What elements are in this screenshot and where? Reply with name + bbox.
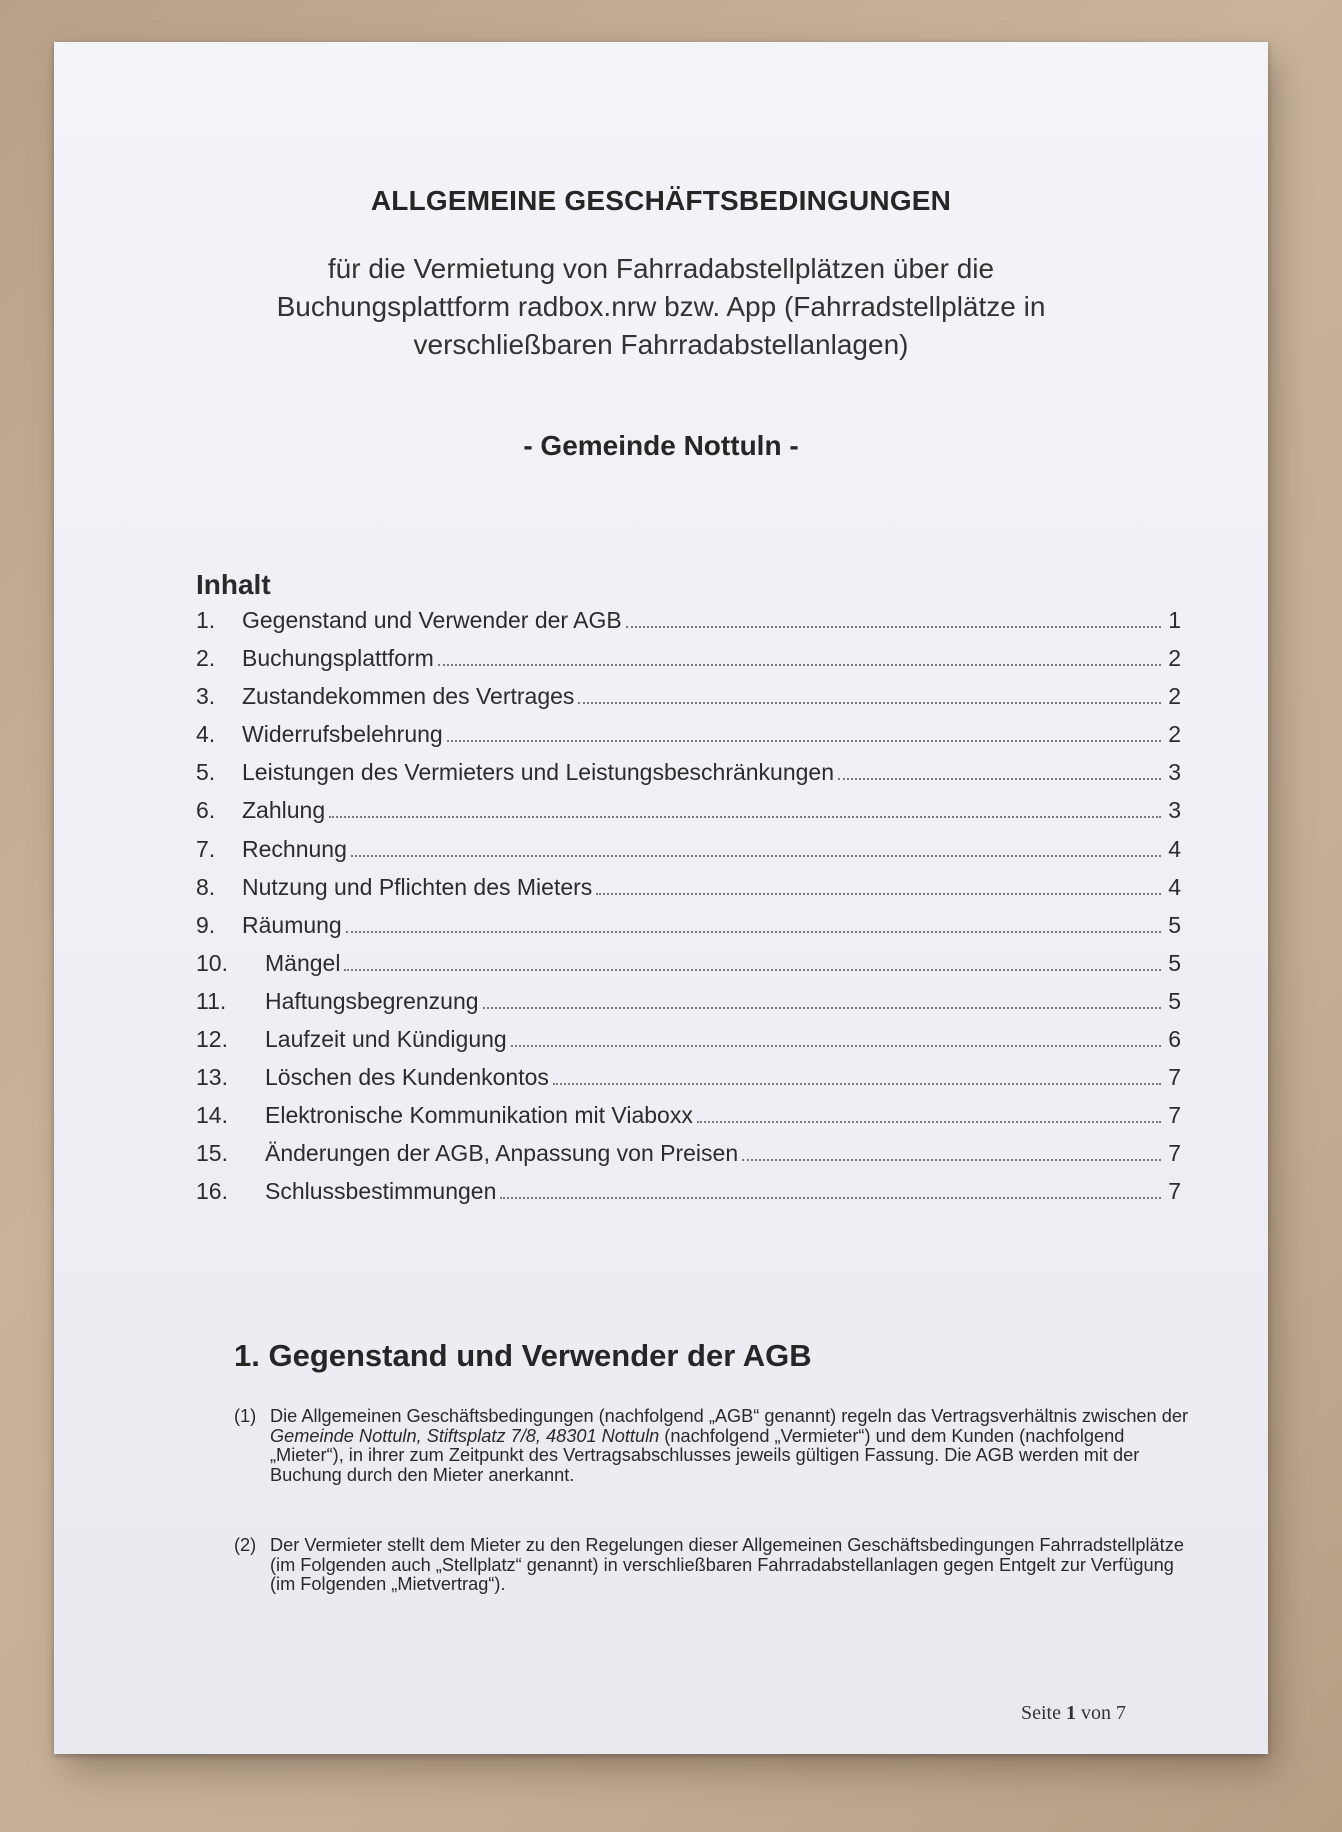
toc-title: Nutzung und Pflichten des Mieters bbox=[242, 873, 593, 900]
toc-entry[interactable] bbox=[196, 721, 1181, 759]
toc-page: 3 bbox=[1168, 759, 1181, 786]
toc-entry[interactable] bbox=[196, 988, 1181, 1026]
toc-title: Mängel bbox=[265, 949, 341, 976]
toc-entry[interactable] bbox=[196, 874, 1181, 912]
toc-leader bbox=[596, 892, 1161, 895]
toc-number: 16. bbox=[196, 1178, 228, 1205]
paragraph-1 bbox=[234, 1407, 1190, 1485]
toc-number: 7. bbox=[196, 835, 216, 862]
toc-number: 5. bbox=[196, 759, 216, 786]
landlord-address: Gemeinde Nottuln, Stiftsplatz 7/8, 48301 Nottuln bbox=[270, 1425, 660, 1446]
toc-leader bbox=[553, 1082, 1161, 1085]
toc-title: Laufzeit und Kündigung bbox=[265, 1026, 507, 1053]
document-title: ALLGEMEINE GESCHÄFTSBEDINGUNGEN bbox=[370, 185, 952, 216]
toc-leader bbox=[447, 739, 1161, 742]
toc-title: Rechnung bbox=[242, 835, 347, 862]
toc-leader bbox=[500, 1196, 1161, 1199]
footer-prefix: Seite bbox=[1021, 1702, 1061, 1724]
table-of-contents bbox=[196, 607, 1181, 1217]
toc-title: Leistungen des Vermieters und Leistungsbeschränkungen bbox=[242, 759, 835, 786]
toc-title: Buchungsplattform bbox=[242, 645, 434, 672]
toc-number: 1. bbox=[196, 607, 216, 633]
toc-leader bbox=[483, 1006, 1161, 1009]
toc-page: 5 bbox=[1168, 987, 1181, 1014]
toc-number: 13. bbox=[196, 1064, 228, 1091]
toc-title: Gegenstand und Verwender der AGB bbox=[242, 607, 622, 633]
toc-page: 7 bbox=[1168, 1140, 1181, 1167]
toc-title: Räumung bbox=[242, 911, 342, 938]
toc-page: 4 bbox=[1168, 873, 1181, 900]
paragraph-number: (2) bbox=[234, 1535, 257, 1555]
toc-leader bbox=[626, 625, 1161, 628]
toc-entry[interactable] bbox=[196, 1026, 1181, 1064]
toc-entry[interactable] bbox=[196, 950, 1181, 988]
toc-page: 2 bbox=[1168, 721, 1181, 748]
toc-leader bbox=[697, 1120, 1161, 1123]
toc-entry[interactable] bbox=[196, 645, 1181, 683]
toc-page: 1 bbox=[1168, 607, 1181, 633]
toc-entry[interactable] bbox=[196, 797, 1181, 835]
toc-page: 7 bbox=[1168, 1064, 1181, 1091]
current-page-number: 1 bbox=[1066, 1702, 1076, 1724]
toc-number: 2. bbox=[196, 645, 216, 672]
toc-entry[interactable] bbox=[196, 759, 1181, 797]
toc-leader bbox=[344, 968, 1161, 971]
toc-page: 6 bbox=[1168, 1026, 1181, 1053]
toc-page: 4 bbox=[1168, 835, 1181, 862]
toc-page: 5 bbox=[1168, 911, 1181, 938]
toc-number: 9. bbox=[196, 911, 216, 938]
toc-leader bbox=[438, 663, 1161, 666]
section-heading: 1. Gegenstand und Verwender der AGB bbox=[234, 1338, 812, 1373]
document-subtitle: für die Vermietung von Fahrradabstellplätzen über die Buchungsplattform radbox.nrw bzw. App (Fahrradstellplätze in verschließbaren Fahrradabstellanlagen) bbox=[276, 253, 1046, 360]
toc-entry[interactable] bbox=[196, 683, 1181, 721]
toc-number: 6. bbox=[196, 797, 216, 824]
toc-title: Zustandekommen des Vertrages bbox=[242, 683, 575, 710]
toc-page: 2 bbox=[1168, 683, 1181, 710]
toc-title: Haftungsbegrenzung bbox=[265, 987, 479, 1014]
toc-entry[interactable] bbox=[196, 1064, 1181, 1102]
paragraph-text bbox=[270, 1407, 1190, 1485]
toc-leader bbox=[742, 1158, 1161, 1161]
toc-leader bbox=[511, 1044, 1161, 1047]
paragraph-2 bbox=[234, 1536, 1190, 1595]
document-page bbox=[54, 42, 1268, 1754]
toc-leader bbox=[351, 854, 1161, 857]
footer-middle: von bbox=[1081, 1702, 1111, 1724]
toc-page: 3 bbox=[1168, 797, 1181, 824]
toc-page: 7 bbox=[1168, 1178, 1181, 1205]
paragraph-text: Der Vermieter stellt dem Mieter zu den Regelungen dieser Allgemeinen Geschäftsbedingungen Fahrradstellplätze (im Folgenden auch „Stellplatz“ genannt) in verschließbaren Fahrradabstellanlagen gegen Entgelt zur Verfügung (im Folgenden „Mietvertrag“). bbox=[270, 1535, 1184, 1594]
toc-number: 14. bbox=[196, 1102, 228, 1129]
toc-title: Änderungen der AGB, Anpassung von Preisen bbox=[265, 1140, 739, 1167]
toc-number: 12. bbox=[196, 1026, 228, 1053]
toc-page: 5 bbox=[1168, 949, 1181, 976]
municipality-name: - Gemeinde Nottuln - bbox=[523, 430, 799, 461]
toc-title: Widerrufsbelehrung bbox=[242, 721, 443, 748]
toc-entry[interactable] bbox=[196, 1140, 1181, 1178]
toc-number: 4. bbox=[196, 721, 216, 748]
toc-leader bbox=[578, 701, 1161, 704]
paragraph-text-start: Die Allgemeinen Geschäftsbedingungen (nachfolgend „AGB“ genannt) regeln das Vertragsverhältnis zwischen der bbox=[270, 1406, 1189, 1426]
page-footer bbox=[1021, 1702, 1126, 1725]
toc-title: Schlussbestimmungen bbox=[265, 1178, 497, 1205]
toc-entry[interactable] bbox=[196, 607, 1181, 645]
paragraph-number: (1) bbox=[234, 1406, 257, 1426]
toc-number: 10. bbox=[196, 949, 228, 976]
toc-entry[interactable] bbox=[196, 912, 1181, 950]
toc-leader bbox=[838, 777, 1161, 780]
toc-leader bbox=[329, 815, 1161, 818]
toc-number: 3. bbox=[196, 683, 216, 710]
toc-title: Löschen des Kundenkontos bbox=[265, 1064, 549, 1091]
paragraph-text-end: (nachfolgend „Vermieter“) und dem Kunden (nachfolgend „Mieter“), in ihrer zum Zeitpunkt des Vertragsabschlusses jeweils gültigen Fassung. Die AGB werden mit der Buchung durch den Mieter anerkannt. bbox=[270, 1425, 1140, 1485]
toc-heading: Inhalt bbox=[196, 569, 271, 600]
toc-title: Elektronische Kommunikation mit Viaboxx bbox=[265, 1102, 693, 1129]
toc-leader bbox=[346, 930, 1161, 933]
toc-entry[interactable] bbox=[196, 836, 1181, 874]
total-pages: 7 bbox=[1116, 1702, 1126, 1724]
toc-number: 11. bbox=[196, 987, 227, 1014]
toc-number: 8. bbox=[196, 873, 216, 900]
toc-entry[interactable] bbox=[196, 1102, 1181, 1140]
toc-page: 2 bbox=[1168, 645, 1181, 672]
toc-entry[interactable] bbox=[196, 1178, 1181, 1216]
toc-title: Zahlung bbox=[242, 797, 326, 824]
toc-page: 7 bbox=[1168, 1102, 1181, 1129]
toc-number: 15. bbox=[196, 1140, 228, 1167]
